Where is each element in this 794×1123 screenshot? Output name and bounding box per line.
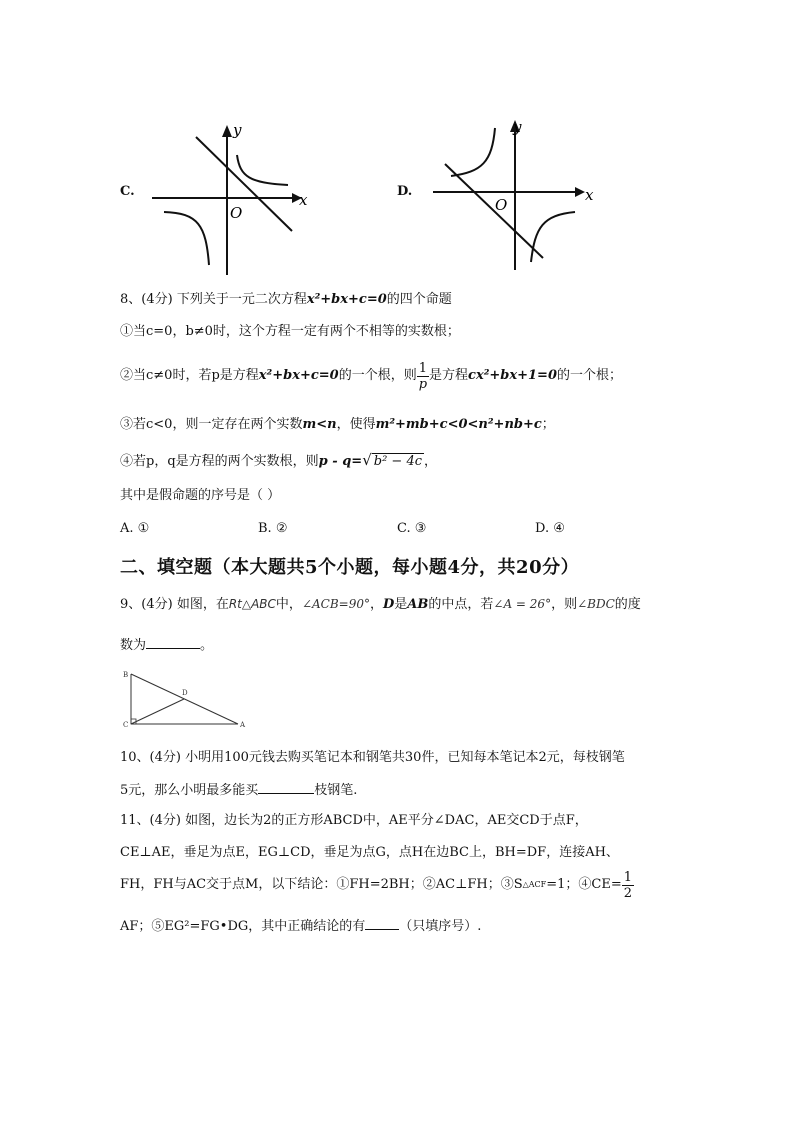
option-c-label: C.: [120, 184, 135, 199]
q9-triangle-figure: [118, 667, 248, 729]
q8-ask: 其中是假命题的序号是（ ）: [120, 488, 281, 503]
q8-proposition-3: ③若c<0，则一定存在两个实数m<n，使得m²+mb+c<0<n²+nb+c；: [120, 417, 555, 432]
q10-line-2: 5元，那么小明最多能买 枝钢笔.: [120, 783, 358, 798]
graph-c-y-arrow: [222, 125, 232, 137]
q8-p4-radicand: b² − 4c: [373, 454, 422, 469]
q8-proposition-4: ④若p，q是方程的两个实数根，则p - q=√ b² − 4c ，: [120, 451, 438, 469]
q11-line-2: CE⊥AE，垂足为点E，EG⊥CD，垂足为点G，点H在边BC上，BH=DF，连接AH、: [120, 845, 619, 860]
graph-d-hyperbola-q4: [531, 212, 575, 262]
q9-label-a: A: [240, 721, 246, 729]
graph-c-x-label: x: [299, 191, 308, 209]
q9-edge-cd: [131, 699, 184, 724]
q9-answer-blank[interactable]: [146, 636, 200, 649]
graph-c-hyperbola-q1: [237, 155, 288, 185]
q8-option-a[interactable]: A. ①: [120, 521, 150, 536]
graph-d-y-label: y: [513, 118, 522, 136]
graph-d-origin: O: [495, 196, 508, 214]
graph-c-y-label: y: [233, 121, 242, 139]
q9-label-c: C: [123, 721, 129, 729]
q8-option-c[interactable]: C. ③: [397, 521, 427, 536]
q9-label-b: B: [123, 671, 129, 679]
q8-option-b[interactable]: B. ②: [258, 521, 288, 536]
q8-option-d[interactable]: D. ④: [535, 521, 565, 536]
q11-line-1: 11、(4分) 如图，边长为2的正方形ABCD中，AE平分∠DAC，AE交CD于点F，: [120, 813, 588, 828]
q11-line-3: FH，FH与AC交于点M，以下结论：①FH=2BH；②AC⊥FH；③S △ACF =1；④CE= $\frac{1}{2}$: [120, 869, 632, 901]
graph-d-line: [445, 164, 543, 258]
graph-c: [140, 115, 315, 280]
graph-d: [425, 112, 600, 277]
q9-label-d: D: [182, 689, 188, 697]
section-2-title: 二、填空题（本大题共5个小题，每小题4分，共20分）: [120, 557, 580, 578]
q8-proposition-1: ①当c=0，b≠0时，这个方程一定有两个不相等的实数根；: [120, 324, 460, 339]
graph-d-x-arrow: [575, 187, 585, 197]
option-d-label: D.: [397, 184, 413, 199]
q8-proposition-2: ②当c≠0时，若p是方程 x²+bx+c=0 的一个根，则 $\frac{1}{p}$ 是方程 cx²+bx+1=0 的一个根；: [120, 360, 623, 392]
q10-answer-blank[interactable]: [258, 781, 314, 794]
q11-answer-blank[interactable]: [365, 917, 399, 930]
q10-line-1: 10、(4分) 小明用100元钱去购买笔记本和钢笔共30件，已知每本笔记本2元，每枝钢笔: [120, 750, 625, 765]
q9-line-2: 数为 。: [120, 638, 214, 653]
q11-fraction: $\frac{1}{2}$: [623, 869, 632, 901]
graph-c-hyperbola-q3: [164, 212, 209, 265]
graph-d-x-label: x: [585, 186, 594, 204]
q9-line-1: 9、(4分) 如图，在Rt△ABC中，∠ACB=90°，D是AB的中点，若∠A = 26°，则∠BDC的度: [120, 597, 641, 612]
q11-line-4: AF；⑤EG²=FG•DG，其中正确结论的有 （只填序号）.: [120, 919, 482, 934]
q8-p2-fraction: $\frac{1}{p}$: [418, 360, 428, 392]
graph-d-hyperbola-q2: [451, 128, 495, 176]
graph-c-origin: O: [230, 204, 243, 222]
q8-stem: 8、(4分) 下列关于一元二次方程x²+bx+c=0的四个命题: [120, 292, 452, 307]
